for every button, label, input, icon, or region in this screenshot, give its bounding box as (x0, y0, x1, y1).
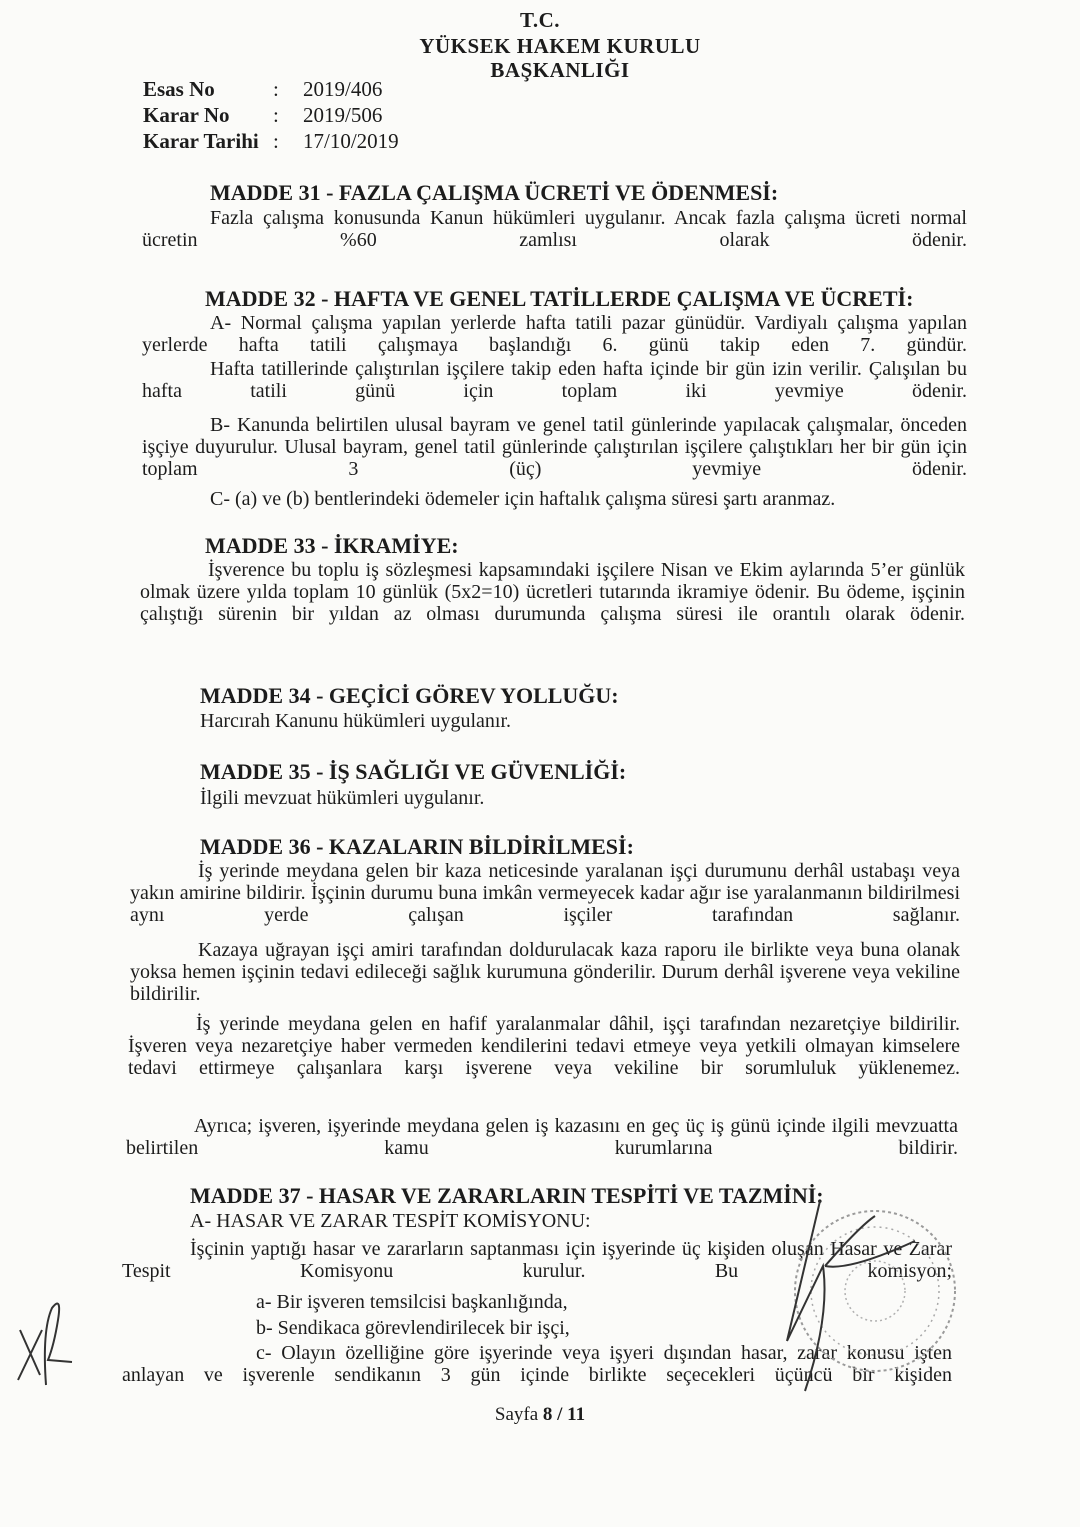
article-32-paragraph-2: Hafta tatillerinde çalıştırılan işçilere takip eden hafta içinde bir gün izin verilir. Çalışılan bu hafta tatili günü için toplam iki yevmiye ödenir. (142, 358, 967, 402)
esas-row (143, 76, 399, 102)
header-presidency: BAŞKANLIĞI (490, 58, 630, 82)
article-31-title: MADDE 31 - FAZLA ÇALIŞMA ÜCRETİ VE ÖDENMESİ: (210, 180, 779, 205)
article-34-title: MADDE 34 - GEÇİCİ GÖREV YOLLUĞU: (200, 683, 619, 708)
article-34-paragraph: Harcırah Kanunu hükümleri uygulanır. (200, 710, 512, 732)
article-37-item-c: c- Olayın özelliğine göre işyerinde veya işyeri dışından hasar, zarar konusu işten anlayan ve işverenle sendikanın 3 gün içinde birlikte seçecekleri üçüncü bir kişiden (122, 1342, 952, 1386)
article-36-paragraph-3: İş yerinde meydana gelen en hafif yaralanmalar dâhil, işçi tarafından nezaretçiye bildirilir. İşveren veya nezaretçiye haber vermeden kendilerini tedavi etmeye veya yetkili olmayan kimselere tedavi ettirmeye çalışanlara karşı işverene veya vekiline bir sorumluluk yüklenemez. (128, 1013, 960, 1079)
margin-initials (12, 1290, 87, 1400)
karar-label: Karar No (143, 103, 230, 127)
article-36-paragraph-4: Ayrıca; işveren, işyerinde meydana gelen iş kazasını en geç üç iş günü içinde ilgili mevzuatta belirtilen kamu kurumlarına bildirir. (126, 1115, 958, 1159)
tarih-value: 17/10/2019 (303, 129, 399, 153)
case-meta (143, 76, 399, 154)
article-35-title: MADDE 35 - İŞ SAĞLIĞI VE GÜVENLİĞİ: (200, 759, 627, 784)
esas-value: 2019/406 (303, 77, 383, 101)
article-36-paragraph-1: İş yerinde meydana gelen bir kaza neticesinde yaralanan işçi durumunu derhâl ustabaşı veya yakın amirine bildirir. İşçinin durumu buna imkân vermeyecek kadar ağır ise yaralanmanın bildirilmesi aynı yerde çalışan işçiler tarafından sağlanır. (130, 860, 960, 926)
article-32-paragraph-c: C- (a) ve (b) bentlerindeki ödemeler için haftalık çalışma süresi şartı aranmaz. (210, 488, 836, 510)
esas-label: Esas No (143, 77, 215, 101)
article-37-subtitle: A- HASAR VE ZARAR TESPİT KOMİSYONU: (190, 1210, 591, 1232)
karar-value: 2019/506 (303, 103, 383, 127)
article-37-paragraph: İşçinin yaptığı hasar ve zararların saptanması için işyerinde üç kişiden oluşan Hasar ve Zarar Tespit Komisyonu kurulur. Bu komisyon; (122, 1238, 952, 1282)
article-32-title: MADDE 32 - HAFTA VE GENEL TATİLLERDE ÇALIŞMA VE ÜCRETİ: (205, 286, 914, 311)
article-37-item-a: a- Bir işveren temsilcisi başkanlığında, (256, 1291, 568, 1313)
article-33-paragraph: İşverence bu toplu iş sözleşmesi kapsamındaki işçilere Nisan ve Ekim aylarında 5’er günlük olmak üzere yılda toplam 10 günlük (5x2=10) ücretleri tutarında ikramiye ödenir. Bu ödeme, işçinin çalıştığı sürenin bir yıldan az olması durumunda çalışma süresi ile orantılı olarak ödenir. (140, 559, 965, 625)
header-tc: T.C. (519, 8, 561, 32)
colon: : (273, 129, 279, 153)
article-35-paragraph: İlgili mevzuat hükümleri uygulanır. (200, 787, 485, 809)
colon: : (273, 77, 279, 101)
tarih-label: Karar Tarihi (143, 129, 259, 153)
karar-row (143, 102, 399, 128)
article-32-paragraph-a: A- Normal çalışma yapılan yerlerde hafta tatili pazar günüdür. Vardiyalı çalışma yapılan yerlerde hafta tatili çalışmaya başlandığı 6. günü takip eden 7. gündür. (142, 312, 967, 356)
page-number: 8 / 11 (542, 1404, 586, 1425)
page-footer (0, 1404, 1080, 1426)
article-37-title: MADDE 37 - HASAR VE ZARARLARIN TESPİTİ VE TAZMİNİ: (190, 1183, 824, 1208)
page-label: Sayfa (494, 1404, 539, 1425)
article-36-title: MADDE 36 - KAZALARIN BİLDİRİLMESİ: (200, 834, 634, 859)
article-31-paragraph: Fazla çalışma konusunda Kanun hükümleri uygulanır. Ancak fazla çalışma ücreti normal ücretin %60 zamlısı olarak ödenir. (142, 207, 967, 251)
article-36-paragraph-2: Kazaya uğrayan işçi amiri tarafından doldurulacak kaza raporu ile birlikte veya buna olanak yoksa hemen işçinin tedavi edileceği sağlık kurumuna gönderilir. Durum derhâl işverene veya vekiline bildirilir. (130, 939, 960, 1005)
colon: : (273, 103, 279, 127)
header-institution: YÜKSEK HAKEM KURULU (419, 34, 701, 58)
article-33-title: MADDE 33 - İKRAMİYE: (205, 533, 459, 558)
article-32-paragraph-b: B- Kanunda belirtilen ulusal bayram ve genel tatil günlerinde yapılacak çalışmalar, önceden işçiye duyurulur. Ulusal bayram, genel tatil günlerinde çalıştırılan işçilere çalıştıkları her bir gün için toplam 3 (üç) yevmiye ödenir. (142, 414, 967, 480)
official-stamp (765, 1196, 965, 1396)
tarih-row (143, 128, 399, 154)
article-37-item-b: b- Sendikaca görevlendirilecek bir işçi, (256, 1317, 570, 1339)
